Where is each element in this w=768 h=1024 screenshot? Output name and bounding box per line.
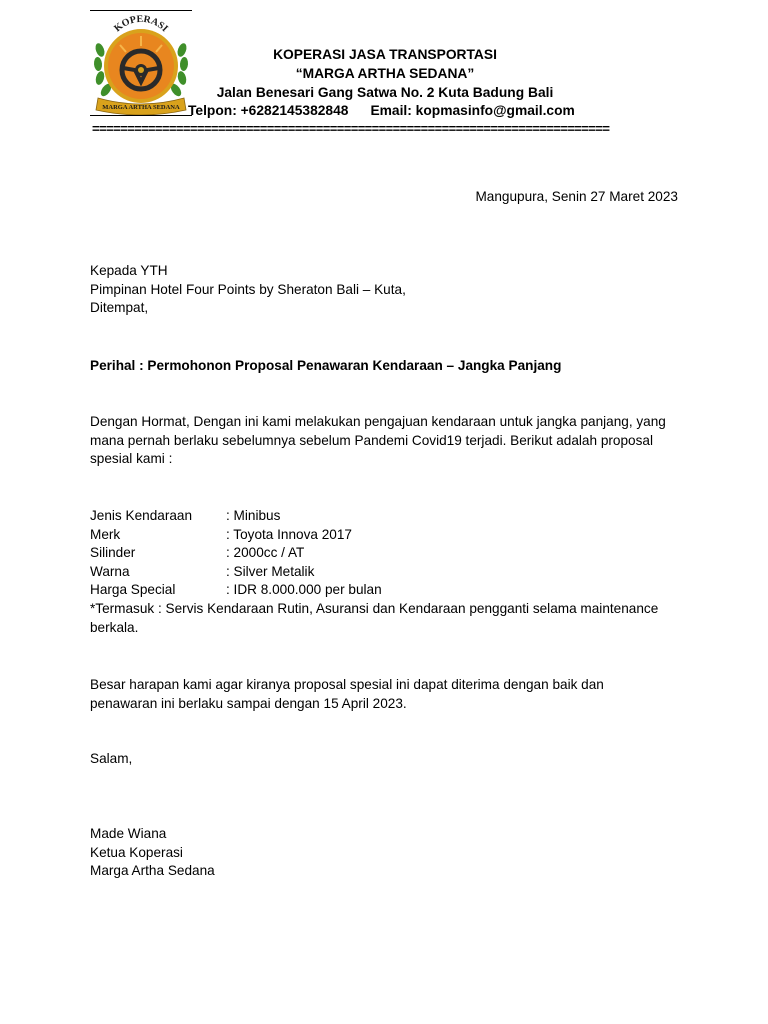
signatory-org: Marga Artha Sedana (90, 863, 215, 879)
signatory-name: Made Wiana (90, 826, 167, 841)
detail-value: : 2000cc / AT (226, 545, 305, 561)
detail-value: : IDR 8.000.000 per bulan (226, 582, 382, 598)
detail-row (90, 544, 680, 563)
detail-label: Silinder (90, 545, 136, 561)
salutation: Salam, (90, 751, 133, 766)
letter-subject: Perihal : Permohonon Proposal Penawaran Kendaraan – Jangka Panjang (90, 358, 562, 373)
letterhead-org-type: KOPERASI JASA TRANSPORTASI (273, 47, 497, 62)
intro-line: mana pernah berlaku sebelumnya sebelum Pandemi Covid19 terjadi. Berikut adalah proposal (90, 432, 653, 448)
letterhead-address: Jalan Benesari Gang Satwa No. 2 Kuta Badung Bali (216, 85, 554, 100)
detail-row (90, 581, 680, 600)
detail-row (90, 507, 680, 526)
closing-line: penawaran ini berlaku sampai dengan 15 April 2023. (90, 695, 407, 711)
logo-rule-bottom (90, 115, 192, 116)
letterhead (160, 45, 610, 102)
signature-block (90, 825, 680, 881)
letter-date: Mangupura, Senin 27 Maret 2023 (475, 189, 678, 204)
letterhead-phone: Telpon: +6282145382848 (188, 103, 349, 118)
intro-line: Dengan Hormat, Dengan ini kami melakukan pengajuan kendaraan untuk jangka panjang, yang (90, 414, 666, 429)
closing-paragraph (90, 676, 680, 713)
intro-paragraph (90, 413, 680, 469)
detail-label: Harga Special (90, 582, 176, 598)
detail-row (90, 526, 680, 545)
recipient-greeting: Kepada YTH (90, 263, 168, 278)
logo-banner-text: MARGA ARTHA SEDANA (102, 104, 180, 111)
closing-line: Besar harapan kami agar kiranya proposal spesial ini dapat diterima dengan baik dan (90, 677, 604, 692)
inclusions-note: berkala. (90, 619, 139, 635)
letterhead-org-name: “MARGA ARTHA SEDANA” (295, 66, 475, 81)
letterhead-contact (188, 102, 575, 121)
letterhead-separator: ========================================================================== (92, 121, 610, 136)
detail-value: : Toyota Innova 2017 (226, 526, 352, 542)
signatory-title: Ketua Koperasi (90, 844, 183, 860)
recipient-location: Ditempat, (90, 300, 149, 316)
letterhead-email: Email: kopmasinfo@gmail.com (370, 103, 575, 118)
detail-value: : Silver Metalik (226, 563, 315, 579)
vehicle-details (90, 507, 680, 637)
intro-line: spesial kami : (90, 451, 173, 467)
detail-value: : Minibus (226, 508, 281, 523)
inclusions-note: *Termasuk : Servis Kendaraan Rutin, Asuransi dan Kendaraan pengganti selama maintenance (90, 600, 659, 616)
detail-row (90, 563, 680, 582)
recipient-block (90, 262, 680, 318)
recipient-name: Pimpinan Hotel Four Points by Sheraton Bali – Kuta, (90, 281, 406, 297)
logo-top-text: KOPERASI (112, 13, 170, 35)
detail-label: Warna (90, 563, 130, 579)
detail-label: Jenis Kendaraan (90, 508, 193, 523)
detail-label: Merk (90, 526, 121, 542)
